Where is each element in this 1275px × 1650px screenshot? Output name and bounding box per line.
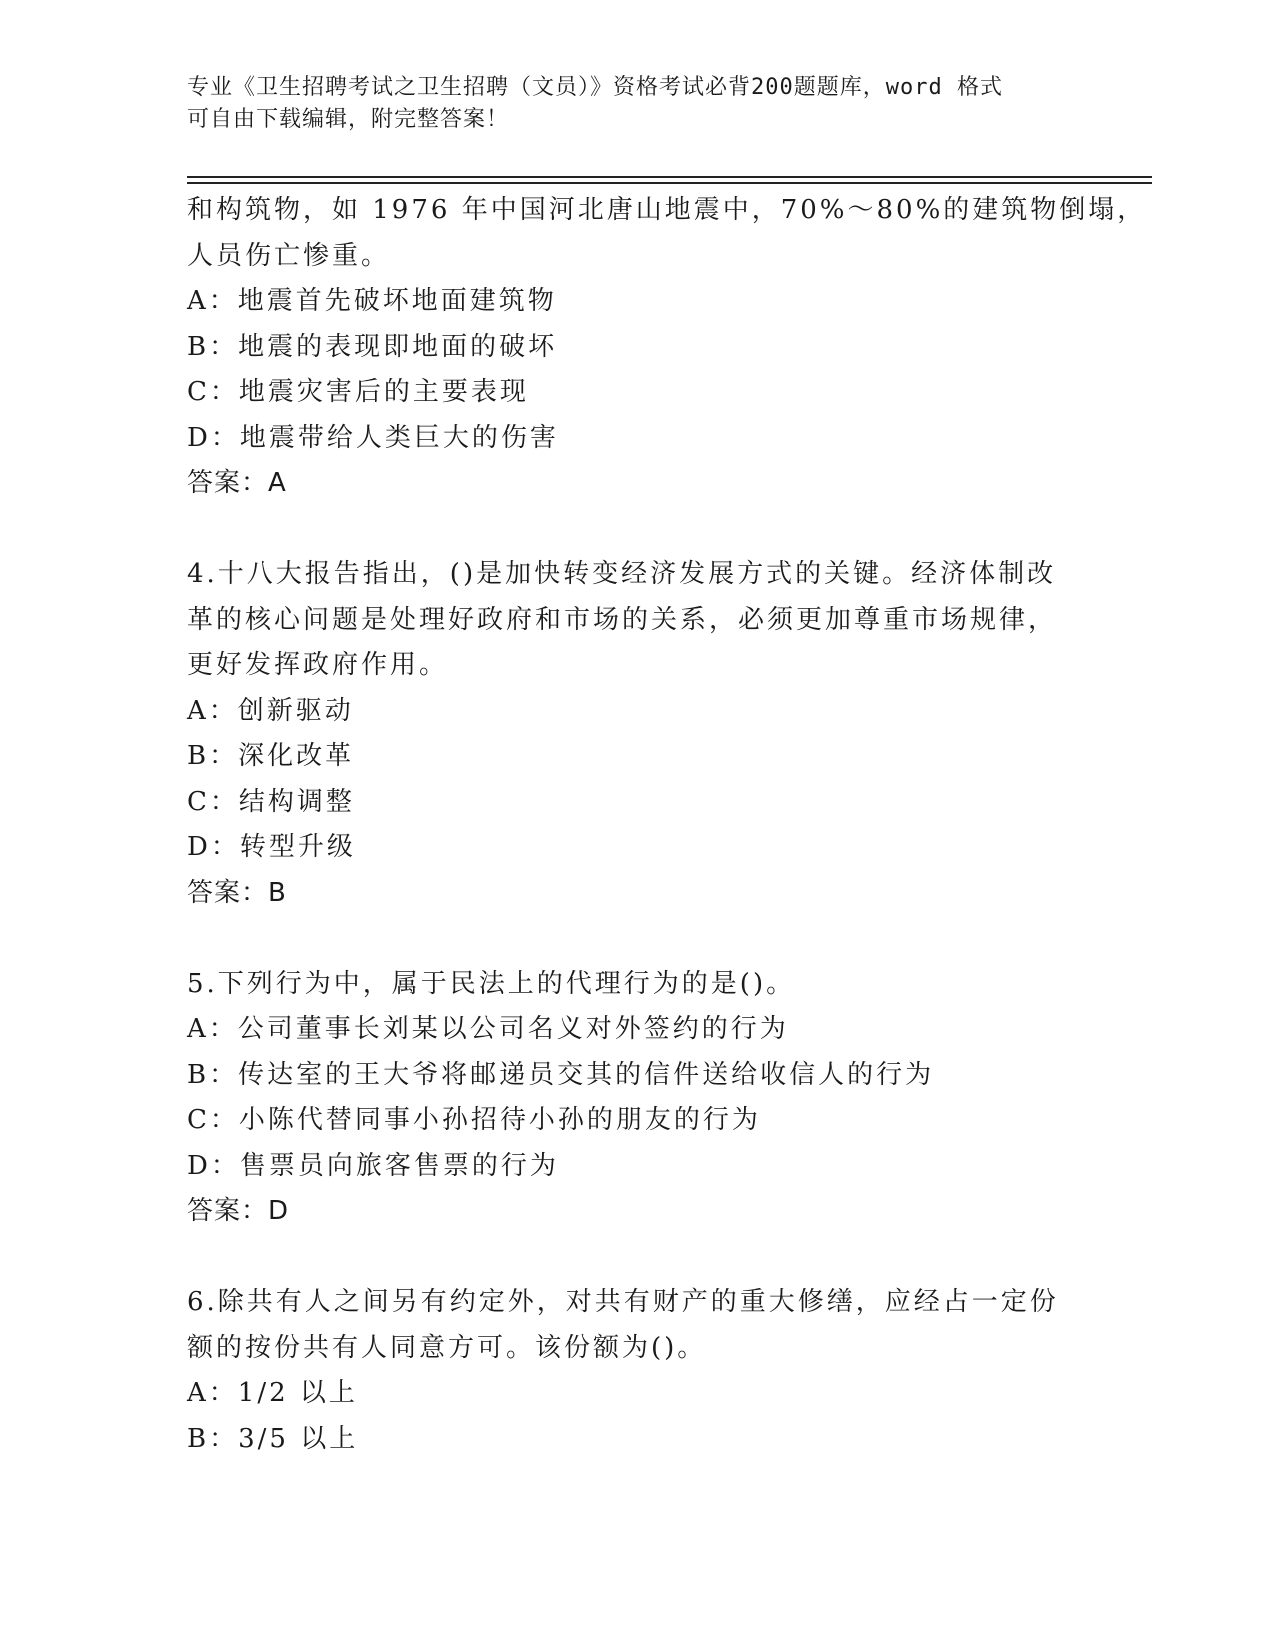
question-3-block	[187, 188, 1147, 507]
question-6-option-a: A：1/2 以上	[187, 1378, 358, 1408]
question-3-answer: 答案：A	[187, 468, 287, 498]
question-3-stem-line-2: 人员伤亡惨重。	[187, 240, 391, 271]
header-title-line-2: 可自由下载编辑，附完整答案！	[187, 107, 510, 132]
question-spacer	[187, 507, 1087, 553]
question-3-option-b: B：地震的表现即地面的破坏	[187, 331, 558, 362]
question-4-block	[187, 552, 1087, 916]
document-header	[187, 72, 1067, 136]
question-5-option-c: C：小陈代替同事小孙招待小孙的朋友的行为	[187, 1105, 761, 1135]
question-6-stem-line-2: 额的按份共有人同意方可。该份额为()。	[187, 1332, 707, 1363]
question-6-stem-line-1: 6.除共有人之间另有约定外，对共有财产的重大修缮，应经占一定份	[187, 1287, 1059, 1317]
question-5-stem-line-1: 5.下列行为中，属于民法上的代理行为的是()。	[187, 968, 796, 999]
question-3-stem-line-1: 和构筑物，如 1976 年中国河北唐山地震中，70%～80%的建筑物倒塌，	[187, 195, 1147, 225]
question-6-option-b: B：3/5 以上	[187, 1423, 359, 1454]
question-4-answer: 答案：B	[187, 877, 287, 908]
question-4-stem-line-1: 4.十八大报告指出，()是加快转变经济发展方式的关键。经济体制改	[187, 559, 1057, 589]
question-5-option-a: A：公司董事长刘某以公司名义对外签约的行为	[187, 1014, 789, 1044]
header-divider-bottom	[187, 182, 1152, 184]
header-divider-top	[187, 176, 1152, 178]
question-4-option-b: B：深化改革	[187, 741, 355, 771]
question-spacer	[187, 916, 1087, 962]
question-3-option-a: A：地震首先破坏地面建筑物	[187, 286, 557, 316]
question-4-stem-line-3: 更好发挥政府作用。	[187, 650, 449, 680]
question-4-option-c: C：结构调整	[187, 786, 355, 817]
header-title-line-1: 专业《卫生招聘考试之卫生招聘（文员）》资格考试必背200题题库，word 格式	[187, 75, 1003, 100]
question-5-answer: 答案：D	[187, 1196, 290, 1226]
question-5-block	[187, 962, 1087, 1235]
question-6-block	[187, 1280, 1087, 1462]
question-5-option-b: B：传达室的王大爷将邮递员交其的信件送给收信人的行为	[187, 1059, 935, 1090]
question-3-option-c: C：地震灾害后的主要表现	[187, 377, 529, 407]
question-3-option-d: D：地震带给人类巨大的伤害	[187, 422, 559, 453]
question-spacer	[187, 1235, 1087, 1281]
question-4-stem-line-2: 革的核心问题是处理好政府和市场的关系，必须更加尊重市场规律，	[187, 604, 1058, 635]
question-list	[187, 188, 1147, 1462]
question-4-option-a: A：创新驱动	[187, 695, 354, 726]
question-4-option-d: D：转型升级	[187, 832, 356, 862]
question-5-option-d: D：售票员向旅客售票的行为	[187, 1150, 559, 1181]
